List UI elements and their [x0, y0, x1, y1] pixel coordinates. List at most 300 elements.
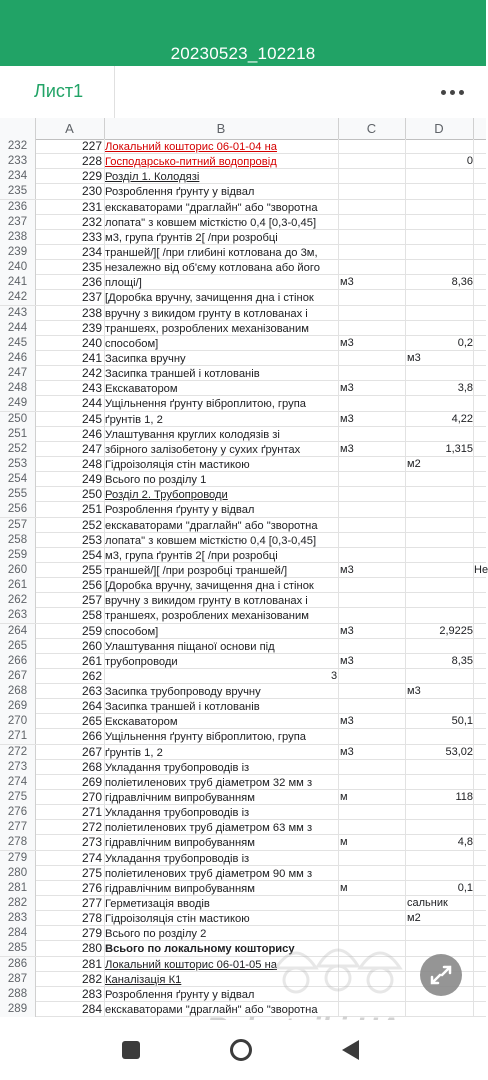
cell-e[interactable]: [474, 714, 486, 729]
cell-b[interactable]: [82, 745, 338, 760]
cell-b[interactable]: [82, 593, 338, 608]
cell-c[interactable]: [340, 608, 404, 623]
cell-c[interactable]: [340, 593, 404, 608]
cell-b[interactable]: [82, 820, 338, 835]
row-number[interactable]: 237: [0, 215, 36, 230]
item-text: гідравлічним випробуванням: [105, 837, 255, 850]
cell-c[interactable]: м3: [340, 624, 354, 637]
home-icon[interactable]: [230, 1039, 252, 1061]
row-number[interactable]: 236: [0, 200, 36, 215]
row-number[interactable]: 273: [0, 760, 36, 775]
row-number[interactable]: 246: [0, 351, 36, 366]
row-number[interactable]: 282: [0, 896, 36, 911]
cell-c[interactable]: [340, 472, 404, 487]
cell-c[interactable]: м: [340, 791, 348, 804]
cell-e[interactable]: [474, 941, 486, 956]
row-number[interactable]: 288: [0, 987, 36, 1002]
cell-e[interactable]: [474, 366, 486, 381]
row-number[interactable]: 245: [0, 336, 36, 351]
cell-d[interactable]: [406, 578, 473, 593]
row-number[interactable]: 283: [0, 911, 36, 926]
cell-b[interactable]: [82, 533, 338, 548]
cell-d[interactable]: [406, 260, 473, 275]
cell-b[interactable]: [82, 396, 338, 411]
cell-b[interactable]: [82, 427, 338, 442]
row-number[interactable]: 244: [0, 321, 36, 336]
table-row: [0, 926, 486, 941]
cell-b[interactable]: [82, 351, 338, 366]
cell-c[interactable]: м3: [340, 442, 354, 455]
cell-d[interactable]: [406, 487, 473, 502]
cell-d[interactable]: [406, 139, 473, 154]
spreadsheet-grid[interactable]: [0, 118, 486, 1020]
cell-e[interactable]: [474, 184, 486, 199]
cell-e[interactable]: [474, 321, 486, 336]
cell-b[interactable]: [82, 881, 338, 896]
back-icon[interactable]: [342, 1040, 359, 1060]
item-number: 265: [82, 714, 103, 729]
cell-b[interactable]: [82, 184, 338, 199]
row-number[interactable]: 279: [0, 851, 36, 866]
row-number[interactable]: 257: [0, 518, 36, 533]
cell-d[interactable]: [406, 866, 473, 881]
cell-b[interactable]: [82, 624, 338, 639]
cell-e[interactable]: [474, 820, 486, 835]
cell-e[interactable]: [474, 896, 486, 911]
row-number[interactable]: 260: [0, 563, 36, 578]
cell-b[interactable]: [82, 139, 338, 154]
cell-b[interactable]: [82, 669, 338, 684]
cell-e[interactable]: [474, 290, 486, 305]
cell-b[interactable]: [82, 578, 338, 593]
cell-c[interactable]: м3: [340, 336, 354, 349]
cell-e[interactable]: [474, 760, 486, 775]
cell-c[interactable]: [340, 321, 404, 336]
cell-d[interactable]: [406, 805, 473, 820]
cell-e[interactable]: [474, 911, 486, 926]
cell-b[interactable]: [82, 699, 338, 714]
cell-e[interactable]: [474, 169, 486, 184]
cell-d[interactable]: 8,35: [451, 654, 473, 667]
row-number[interactable]: 249: [0, 396, 36, 411]
cell-e[interactable]: [474, 139, 486, 154]
cell-c[interactable]: [340, 684, 404, 699]
cell-c[interactable]: [340, 427, 404, 442]
cell-d[interactable]: [406, 533, 473, 548]
cell-c[interactable]: м: [340, 881, 348, 894]
cell-c[interactable]: м3: [340, 382, 354, 395]
cell-e[interactable]: [474, 154, 486, 169]
cell-d[interactable]: 50,1: [451, 715, 473, 728]
tab-sheet1[interactable]: [0, 66, 115, 118]
cell-c[interactable]: [340, 775, 404, 790]
cell-b[interactable]: [82, 518, 338, 533]
cell-d[interactable]: 118: [455, 791, 473, 804]
cell-d[interactable]: 3,8: [457, 382, 473, 395]
cell-d[interactable]: [406, 290, 473, 305]
cell-b[interactable]: [82, 412, 338, 427]
cell-e[interactable]: [474, 745, 486, 760]
cell-e[interactable]: [474, 260, 486, 275]
row-number[interactable]: 256: [0, 502, 36, 517]
cell-e[interactable]: [474, 457, 486, 472]
cell-b[interactable]: [82, 275, 338, 290]
row-number[interactable]: 276: [0, 805, 36, 820]
cell-c[interactable]: [340, 139, 404, 154]
cell-e[interactable]: [474, 835, 486, 850]
cell-e[interactable]: [474, 684, 486, 699]
cell-d[interactable]: 0: [466, 155, 473, 168]
row-number[interactable]: 240: [0, 260, 36, 275]
cell-b[interactable]: [82, 154, 338, 169]
row-number[interactable]: 259: [0, 548, 36, 563]
item-number: 277: [82, 896, 103, 911]
cell-e[interactable]: [474, 487, 486, 502]
row-number[interactable]: 278: [0, 835, 36, 850]
cell-b[interactable]: [82, 487, 338, 502]
cell-b[interactable]: [82, 245, 338, 260]
cell-c[interactable]: [340, 533, 404, 548]
cell-e[interactable]: [474, 669, 486, 684]
cell-c[interactable]: [340, 215, 404, 230]
cell-e[interactable]: [474, 472, 486, 487]
cell-d[interactable]: [406, 729, 473, 744]
cell-d[interactable]: [406, 593, 473, 608]
column-header-b[interactable]: B: [104, 118, 339, 139]
cell-d[interactable]: [406, 169, 473, 184]
cell-c[interactable]: [340, 805, 404, 820]
cell-c[interactable]: м3: [340, 745, 354, 758]
cell-c[interactable]: [340, 820, 404, 835]
cell-e[interactable]: [474, 608, 486, 623]
cell-c[interactable]: [340, 260, 404, 275]
cell-c[interactable]: [340, 230, 404, 245]
row-number[interactable]: 250: [0, 412, 36, 427]
cell-d[interactable]: 53,02: [445, 745, 473, 758]
cell-b[interactable]: [82, 684, 338, 699]
cell-b[interactable]: [82, 896, 338, 911]
row-number[interactable]: 258: [0, 533, 36, 548]
item-number: 278: [82, 911, 103, 926]
cell-e[interactable]: [474, 427, 486, 442]
table-row: [0, 911, 486, 926]
cell-e[interactable]: [474, 987, 486, 1002]
row-number[interactable]: 242: [0, 290, 36, 305]
cell-e[interactable]: [474, 518, 486, 533]
cell-e[interactable]: [474, 866, 486, 881]
recent-apps-icon[interactable]: [122, 1041, 140, 1059]
cell-e[interactable]: [474, 729, 486, 744]
cell-d[interactable]: [406, 669, 473, 684]
cell-c[interactable]: [340, 729, 404, 744]
cell-b[interactable]: [82, 215, 338, 230]
cell-c[interactable]: [340, 200, 404, 215]
cell-b[interactable]: [82, 306, 338, 321]
cell-e[interactable]: [474, 200, 486, 215]
cell-b[interactable]: [82, 260, 338, 275]
cell-b[interactable]: [82, 805, 338, 820]
cell-c[interactable]: [340, 578, 404, 593]
cell-c[interactable]: [340, 245, 404, 260]
cell-d[interactable]: [406, 427, 473, 442]
table-row: [0, 624, 486, 639]
item-number: 266: [82, 729, 103, 744]
cell-e[interactable]: [474, 502, 486, 517]
cell-e[interactable]: [474, 533, 486, 548]
cell-c[interactable]: м3: [340, 563, 354, 576]
cell-e[interactable]: [474, 230, 486, 245]
cell-c[interactable]: [340, 548, 404, 563]
cell-e[interactable]: [474, 624, 486, 639]
column-header-a[interactable]: A: [35, 118, 105, 139]
cell-e[interactable]: [474, 336, 486, 351]
cell-d[interactable]: [406, 230, 473, 245]
cell-d[interactable]: м2: [407, 457, 421, 470]
row-number[interactable]: 274: [0, 775, 36, 790]
cell-d[interactable]: м3: [407, 351, 421, 364]
row-number[interactable]: 272: [0, 745, 36, 760]
cell-e[interactable]: [474, 578, 486, 593]
cell-b[interactable]: [82, 608, 338, 623]
cell-e[interactable]: [474, 790, 486, 805]
cell-d[interactable]: [406, 396, 473, 411]
cell-d[interactable]: [406, 321, 473, 336]
cell-b[interactable]: [82, 835, 338, 850]
cell-e[interactable]: [474, 926, 486, 941]
cell-e[interactable]: [474, 805, 486, 820]
cell-b[interactable]: [82, 563, 338, 578]
cell-d[interactable]: [406, 306, 473, 321]
corner-cell[interactable]: [0, 118, 36, 139]
cell-c[interactable]: м3: [340, 276, 354, 289]
cell-d[interactable]: [406, 518, 473, 533]
row-number[interactable]: 263: [0, 608, 36, 623]
cell-b[interactable]: [82, 760, 338, 775]
cell-d[interactable]: [406, 548, 473, 563]
row-number[interactable]: 281: [0, 881, 36, 896]
row-number[interactable]: 266: [0, 654, 36, 669]
table-row: [0, 896, 486, 911]
row-number[interactable]: 262: [0, 593, 36, 608]
row-number[interactable]: 254: [0, 472, 36, 487]
cell-c[interactable]: м3: [340, 654, 354, 667]
cell-c[interactable]: [340, 487, 404, 502]
cell-d[interactable]: 2,9225: [439, 624, 473, 637]
cell-b[interactable]: [82, 790, 338, 805]
row-number[interactable]: 235: [0, 184, 36, 199]
cell-b[interactable]: [82, 290, 338, 305]
cell-b[interactable]: [82, 548, 338, 563]
cell-c[interactable]: [340, 169, 404, 184]
cell-d[interactable]: [406, 608, 473, 623]
cell-c[interactable]: [340, 639, 404, 654]
cell-d[interactable]: [406, 760, 473, 775]
row-number[interactable]: 232: [0, 139, 36, 154]
cell-e[interactable]: [474, 593, 486, 608]
cell-d[interactable]: сальник: [407, 897, 448, 910]
row-number[interactable]: 261: [0, 578, 36, 593]
cell-d[interactable]: [406, 639, 473, 654]
cell-d[interactable]: [406, 200, 473, 215]
cell-d[interactable]: [406, 1002, 473, 1017]
cell-d[interactable]: [406, 184, 473, 199]
cell-d[interactable]: [406, 699, 473, 714]
cell-e[interactable]: [474, 351, 486, 366]
cell-e[interactable]: [474, 851, 486, 866]
cell-d[interactable]: [406, 215, 473, 230]
cell-e[interactable]: [474, 396, 486, 411]
cell-d[interactable]: 0,1: [457, 881, 473, 894]
cell-e[interactable]: [474, 548, 486, 563]
cell-e[interactable]: Не: [474, 563, 488, 576]
row-number[interactable]: 252: [0, 442, 36, 457]
cell-b[interactable]: [82, 851, 338, 866]
cell-b[interactable]: [82, 654, 338, 669]
cell-b[interactable]: [82, 366, 338, 381]
cell-b[interactable]: [82, 381, 338, 396]
cell-e[interactable]: [474, 957, 486, 972]
cell-d[interactable]: [406, 563, 473, 578]
cell-d[interactable]: [406, 502, 473, 517]
cell-e[interactable]: [474, 275, 486, 290]
cell-d[interactable]: [406, 366, 473, 381]
cell-d[interactable]: 0,2: [457, 336, 473, 349]
cell-e[interactable]: [474, 699, 486, 714]
cell-c[interactable]: м3: [340, 412, 354, 425]
cell-b[interactable]: [82, 442, 338, 457]
more-options-icon[interactable]: [432, 78, 472, 106]
row-number[interactable]: 241: [0, 275, 36, 290]
cell-e[interactable]: [474, 775, 486, 790]
row-number[interactable]: 267: [0, 669, 36, 684]
row-number[interactable]: 251: [0, 427, 36, 442]
column-header-c[interactable]: C: [338, 118, 406, 139]
cell-d[interactable]: 4,8: [457, 836, 473, 849]
cell-b[interactable]: [82, 472, 338, 487]
cell-c[interactable]: [340, 866, 404, 881]
row-number[interactable]: 284: [0, 926, 36, 941]
expand-icon[interactable]: [420, 954, 462, 996]
cell-b[interactable]: [82, 230, 338, 245]
cell-c[interactable]: м3: [340, 715, 354, 728]
cell-c[interactable]: [340, 502, 404, 517]
cell-b[interactable]: [82, 866, 338, 881]
cell-c[interactable]: [340, 351, 404, 366]
row-number[interactable]: 277: [0, 820, 36, 835]
row-number[interactable]: 269: [0, 699, 36, 714]
cell-b[interactable]: [82, 729, 338, 744]
cell-e[interactable]: [474, 412, 486, 427]
cell-d[interactable]: м2: [407, 912, 421, 925]
cell-e[interactable]: [474, 381, 486, 396]
item-text: Розділ 2. Трубопроводи: [105, 489, 228, 502]
cell-b[interactable]: [82, 336, 338, 351]
row-number[interactable]: 285: [0, 941, 36, 956]
cell-c[interactable]: [340, 366, 404, 381]
cell-e[interactable]: [474, 654, 486, 669]
cell-c[interactable]: [340, 154, 404, 169]
item-number: 238: [82, 305, 103, 320]
cell-b[interactable]: [82, 502, 338, 517]
cell-b[interactable]: [82, 775, 338, 790]
cell-c[interactable]: [340, 518, 404, 533]
cell-d[interactable]: м3: [407, 685, 421, 698]
row-number[interactable]: 289: [0, 1002, 36, 1017]
cell-c[interactable]: [340, 760, 404, 775]
cell-d[interactable]: [406, 775, 473, 790]
row-number[interactable]: 248: [0, 381, 36, 396]
cell-b[interactable]: [82, 321, 338, 336]
cell-c[interactable]: [340, 669, 404, 684]
row-number[interactable]: 233: [0, 154, 36, 169]
cell-c[interactable]: [340, 184, 404, 199]
cell-b[interactable]: [82, 714, 338, 729]
cell-b[interactable]: [82, 200, 338, 215]
row-number[interactable]: 270: [0, 714, 36, 729]
cell-e[interactable]: [474, 245, 486, 260]
row-number[interactable]: 268: [0, 684, 36, 699]
row-number[interactable]: 280: [0, 866, 36, 881]
row-number[interactable]: 247: [0, 366, 36, 381]
row-number[interactable]: 234: [0, 169, 36, 184]
cell-c[interactable]: [340, 911, 404, 926]
cell-e[interactable]: [474, 1002, 486, 1017]
cell-b[interactable]: [82, 639, 338, 654]
cell-d[interactable]: 1,315: [445, 442, 473, 455]
cell-e[interactable]: [474, 442, 486, 457]
cell-c[interactable]: [340, 457, 404, 472]
cell-d[interactable]: [406, 820, 473, 835]
row-number[interactable]: 275: [0, 790, 36, 805]
cell-d[interactable]: [406, 245, 473, 260]
cell-b[interactable]: [82, 911, 338, 926]
row-number[interactable]: 286: [0, 957, 36, 972]
cell-d[interactable]: 8,36: [451, 276, 473, 289]
cell-c[interactable]: [340, 896, 404, 911]
cell-e[interactable]: [474, 639, 486, 654]
row-number[interactable]: 264: [0, 624, 36, 639]
cell-d[interactable]: [406, 851, 473, 866]
cell-c[interactable]: [340, 699, 404, 714]
cell-e[interactable]: [474, 972, 486, 987]
cell-e[interactable]: [474, 881, 486, 896]
cell-c[interactable]: м: [340, 836, 348, 849]
cell-b[interactable]: [82, 457, 338, 472]
cell-c[interactable]: [340, 306, 404, 321]
cell-d[interactable]: 4,22: [451, 412, 473, 425]
cell-e[interactable]: [474, 306, 486, 321]
item-text: Ущільнення ґрунту віброплитою, група: [105, 398, 306, 411]
cell-c[interactable]: [340, 290, 404, 305]
row-number[interactable]: 271: [0, 729, 36, 744]
column-header-e[interactable]: [473, 118, 486, 139]
cell-b[interactable]: [82, 169, 338, 184]
row-number[interactable]: 238: [0, 230, 36, 245]
cell-d[interactable]: [406, 926, 473, 941]
column-header-d[interactable]: D: [405, 118, 474, 139]
cell-d[interactable]: [406, 472, 473, 487]
table-row: [0, 881, 486, 896]
row-number[interactable]: 239: [0, 245, 36, 260]
cell-e[interactable]: [474, 215, 486, 230]
row-number[interactable]: 243: [0, 306, 36, 321]
row-number[interactable]: 265: [0, 639, 36, 654]
cell-c[interactable]: [340, 396, 404, 411]
cell-c[interactable]: [340, 851, 404, 866]
row-number[interactable]: 253: [0, 457, 36, 472]
row-number[interactable]: 287: [0, 972, 36, 987]
row-number[interactable]: 255: [0, 487, 36, 502]
